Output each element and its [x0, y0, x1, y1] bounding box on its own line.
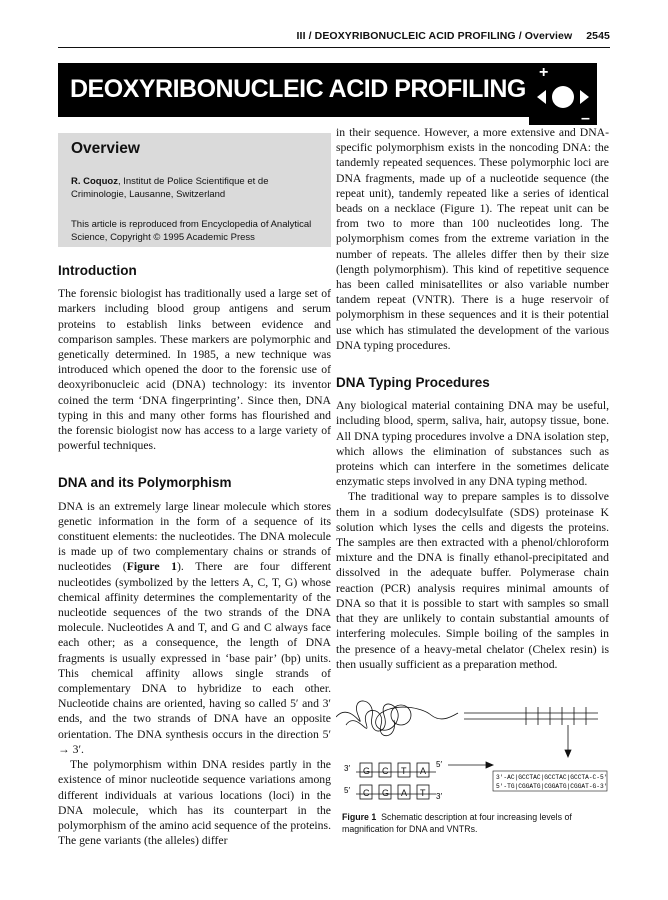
top-base-letter: T [401, 766, 407, 776]
sequence-top-strand: 3′-AC|GCCTAC|GCCTAC|GCCTA-C-5′ [496, 774, 608, 781]
helix-strand-drawing [448, 707, 598, 768]
overview-box [58, 133, 331, 247]
author-affiliation: , Institut de Police Scientifique et de Criminologie, Lausanne, Switzerland [71, 176, 269, 200]
running-header [297, 30, 610, 42]
top-base-letter: A [420, 766, 427, 776]
typing-paragraph-2: The traditional way to prepare samples is to dissolve them in a sodium dodecylsulfate (SDS) proteinase K solution which lyses the cells and digests the proteins. The samples are then extracted with a phenol/chloroform mixture and the DNA is finally ethanol-precipitated and dissolved in the adequate buffer. Polymerase chain reaction (PCR) analysis requires minimal amounts of DNA so that it is possible to start with samples so small that they are unlikely to contain substantial amounts of interfering molecules. Simple boiling of the samples in the presence of a heavy-metal chelator (Chelex resin) is then usually sufficient as a preparation method. [336, 490, 609, 671]
minus-icon[interactable]: – [581, 110, 590, 125]
figure-reference-link[interactable]: Figure 1 [126, 560, 178, 574]
article-banner [58, 63, 597, 117]
author-name: R. Coquoz [71, 176, 118, 187]
right-paragraph-1: in their sequence. However, a more extensive and DNA-specific polymorphism exists in the noncoding DNA: the tandemly repeated sequences. These polymorphic loci are DNA fragments, made up of a nucleotide sequence (the repeat unit), tandemly repeated like a series of identical beads on a necklace (Figure 1). The repeat unit can be from two to more than 100 nucleotides long. The polymorphism comes from the extreme variation in the number of repeats. The alleles differ then by their size (length polymorphism). This kind of repetitive sequence has been called minisatellites or also variable number tandem repeat (VNTR). There is a huge reservoir of polymorphism in these sequences and it is their potential use which has stimulated the development of the various DNA typing procedures. [336, 126, 609, 352]
dna-paragraph-1 [58, 499, 331, 757]
top-5-prime-label: 5′ [436, 760, 442, 769]
dna-paragraph-2: The polymorphism within DNA resides partly in the existence of minor nucleotide sequence variations among different individuals at various locations (loci) in the DNA molecule, which has its counterpart in the polymorphism of the amino acid sequence of the proteins. The gene variants (the alleles) differ [58, 758, 331, 848]
bottom-base-letter: A [401, 788, 408, 798]
top-base-letter: G [363, 766, 371, 776]
copyright-note: This article is reproduced from Encyclopedia of Analytical Science, Copyright © 1995 Academic Press [71, 219, 312, 243]
figure-1-caption [342, 812, 610, 835]
dna-paragraph-1-start: DNA is an extremely large linear molecule which stores genetic information in the form of a sequence of its constituent elements: the nucleotides. The DNA molecule is made up of two complementary chains or strands of nucleotides ( [58, 499, 331, 574]
bottom-base-letter: G [382, 788, 390, 798]
author-line [71, 176, 323, 201]
sequence-bottom-strand: 5′-TG|CGGATG|CGGATG|CGGAT-G-3′ [496, 783, 608, 790]
introduction-paragraph: The forensic biologist has traditionally used a large set of markers including blood group antigens and serum proteins to establish links between evidence and comparison samples. These markers are polymorphic and genetically determined. In 1985, a new technique was introduced which opened the door to the forensic use of deoxyribonucleic acid (DNA) technology: its inventor coined the term ‘DNA fingerprinting’. Since then, DNA typing in this and many other forms has flourished and the forensic biologist now has access to a large variety of powerful techniques. [58, 287, 331, 453]
navigation-widget[interactable] [529, 63, 597, 125]
bottom-base-letter: T [420, 788, 426, 798]
page-number: 2545 [586, 30, 610, 42]
navigation-arrows-icon [529, 63, 597, 125]
figure-caption-text: Schematic description at four increasing levels of magnification for DNA and VNTRs. [342, 812, 572, 834]
typing-paragraph-1: Any biological material containing DNA may be useful, including blood, sperm, saliva, hair, autopsy tissue, bone. All DNA typing procedures involve a DNA isolation step, which allows the elimination of substances such as proteins which can interfere in the sometimes delicate enzymatic steps involved in any DNA typing method. [336, 399, 609, 489]
dna-polymorphism-heading: DNA and its Polymorphism [58, 475, 232, 491]
right-column [336, 125, 609, 672]
figure-1-diagram [336, 695, 609, 805]
overview-heading: Overview [71, 140, 140, 157]
coiled-dna-drawing [336, 701, 458, 736]
introduction-heading: Introduction [58, 263, 137, 278]
top-3-prime-label: 3′ [344, 764, 350, 773]
bottom-base-letter: C [363, 788, 370, 798]
base-pairs-drawing [344, 760, 442, 801]
plus-icon[interactable]: + [539, 64, 549, 81]
running-title: III / DEOXYRIBONUCLEIC ACID PROFILING / Overview [296, 30, 573, 42]
figure-label: Figure 1 [342, 812, 377, 822]
sequence-repeats-drawing [493, 771, 607, 791]
article-title: DEOXYRIBONUCLEIC ACID PROFILING [70, 75, 526, 103]
dna-paragraph-1-end: ). There are four different nucleotides (symbolized by the letters A, C, T, G) whose chemical affinity determines the complementarity of the nucleotide sequences of the two strands of the DNA molecule. Nucleotides A and T, and G and C always face each other; as a consequence, the length of DNA fragments is usually expressed in ‘base pair’ (bp) units. This chemical affinity allows single strands of complementary DNA to hybridize to each other. Nucleotide chains are oriented, having so called 5′ and 3′ ends, and the two strands of DNA have an opposite orientation. The DNA synthesis occurs in the direction 5′ → 3′. [58, 560, 331, 756]
top-base-letter: C [382, 766, 389, 776]
header-rule [58, 47, 610, 48]
left-column [58, 263, 331, 848]
dna-typing-heading: DNA Typing Procedures [336, 375, 490, 391]
bottom-5-prime-label: 5′ [344, 786, 350, 795]
bottom-3-prime-label: 3′ [436, 792, 442, 801]
